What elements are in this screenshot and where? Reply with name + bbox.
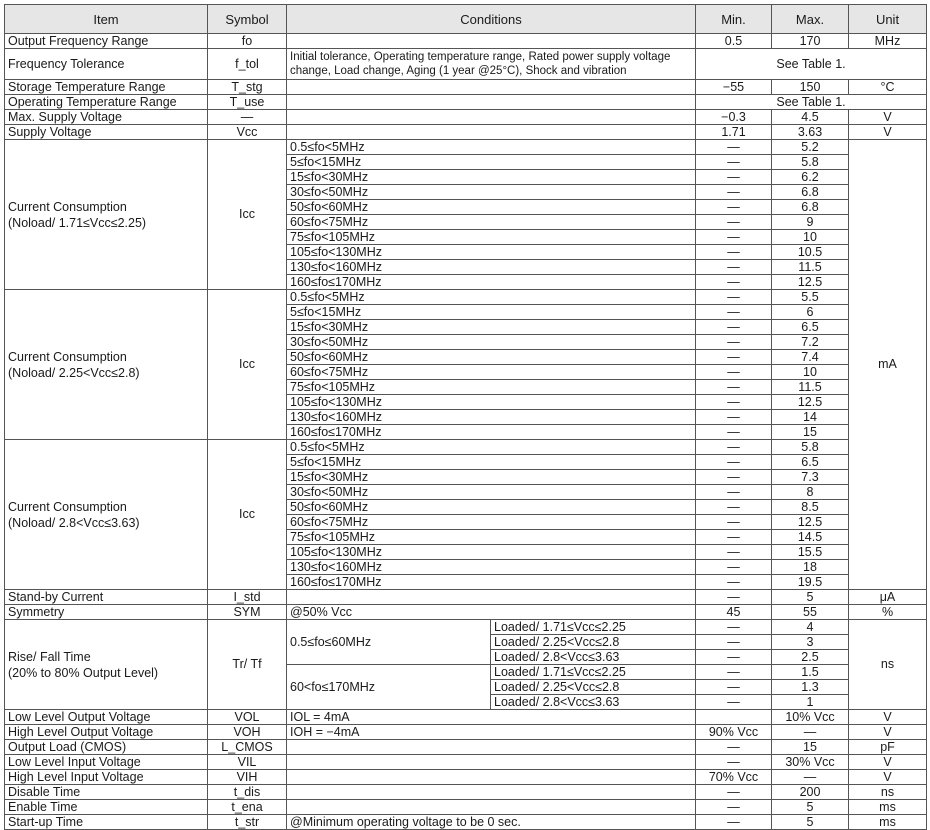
unit-cell: ms [849, 800, 927, 815]
symbol-cell: Icc [208, 290, 287, 440]
conditions-cell [287, 740, 696, 755]
max-cell: 5 [772, 800, 849, 815]
symbol-cell: Icc [208, 440, 287, 590]
item-cell: Low Level Output Voltage [5, 710, 208, 725]
max-cell: 6.8 [772, 200, 849, 215]
table-row [5, 49, 927, 80]
max-cell: 4 [772, 620, 849, 635]
table-row [5, 770, 927, 785]
symbol-cell: t_str [208, 815, 287, 830]
max-cell: 3.63 [772, 125, 849, 140]
table-row [5, 125, 927, 140]
conditions-cell: 130≤fo<160MHz [287, 260, 696, 275]
item-cell: Supply Voltage [5, 125, 208, 140]
conditions-cell: IOH = −4mA [287, 725, 696, 740]
min-cell: — [696, 560, 772, 575]
conditions-cell: 50≤fo<60MHz [287, 350, 696, 365]
min-cell: — [696, 320, 772, 335]
conditions-cell [287, 95, 696, 110]
header-unit: Unit [849, 5, 927, 34]
min-cell: — [696, 245, 772, 260]
table-row [5, 620, 927, 635]
conditions-cell [287, 755, 696, 770]
min-cell: — [696, 650, 772, 665]
conditions-cell: 0.5≤fo<5MHz [287, 290, 696, 305]
table-row [5, 34, 927, 49]
max-cell: 6.5 [772, 320, 849, 335]
conditions-cell: IOL = 4mA [287, 710, 696, 725]
max-cell: — [772, 725, 849, 740]
load-condition-cell: Loaded/ 1.71≤Vcc≤2.25 [491, 620, 696, 635]
conditions-cell: Initial tolerance, Operating temperature range, Rated power supply voltage change, Load change, Aging (1 year @25°C), Shock and vibration [287, 49, 696, 80]
frequency-range-cell: 0.5≤fo≤60MHz [287, 620, 491, 665]
frequency-range-cell: 60<fo≤170MHz [287, 665, 491, 710]
unit-cell: V [849, 725, 927, 740]
conditions-cell: 30≤fo<50MHz [287, 185, 696, 200]
min-cell: — [696, 755, 772, 770]
item-line: (20% to 80% Output Level) [8, 665, 159, 680]
table-row [5, 440, 927, 455]
min-cell: — [696, 740, 772, 755]
max-cell: 170 [772, 34, 849, 49]
min-cell: — [696, 695, 772, 710]
see-table-cell: See Table 1. [696, 95, 927, 110]
symbol-cell: f_tol [208, 49, 287, 80]
max-cell: 18 [772, 560, 849, 575]
conditions-cell: 75≤fo<105MHz [287, 380, 696, 395]
table-row [5, 80, 927, 95]
max-cell: 11.5 [772, 260, 849, 275]
conditions-cell: 130≤fo<160MHz [287, 410, 696, 425]
min-cell: — [696, 590, 772, 605]
max-cell: 1 [772, 695, 849, 710]
min-cell: — [696, 200, 772, 215]
unit-cell: V [849, 710, 927, 725]
conditions-cell [287, 80, 696, 95]
max-cell: 15.5 [772, 545, 849, 560]
unit-cell: MHz [849, 34, 927, 49]
item-cell: Enable Time [5, 800, 208, 815]
max-cell: 14 [772, 410, 849, 425]
item-cell: Frequency Tolerance [5, 49, 208, 80]
max-cell: 5 [772, 590, 849, 605]
max-cell: 5.2 [772, 140, 849, 155]
min-cell: — [696, 395, 772, 410]
table-row [5, 590, 927, 605]
table-row [5, 605, 927, 620]
max-cell: 12.5 [772, 515, 849, 530]
min-cell: — [696, 785, 772, 800]
max-cell: 14.5 [772, 530, 849, 545]
item-cell: Output Frequency Range [5, 34, 208, 49]
min-cell: — [696, 530, 772, 545]
load-condition-cell: Loaded/ 2.8<Vcc≤3.63 [491, 695, 696, 710]
symbol-cell: — [208, 110, 287, 125]
symbol-cell: VIL [208, 755, 287, 770]
max-cell: 10.5 [772, 245, 849, 260]
min-cell: — [696, 815, 772, 830]
item-cell: Max. Supply Voltage [5, 110, 208, 125]
min-cell: — [696, 170, 772, 185]
max-cell: 8.5 [772, 500, 849, 515]
max-cell: 6.5 [772, 455, 849, 470]
item-line: Rise/ Fall Time [8, 649, 91, 664]
conditions-cell: 15≤fo<30MHz [287, 320, 696, 335]
max-cell: 6.8 [772, 185, 849, 200]
symbol-cell: T_use [208, 95, 287, 110]
min-cell: — [696, 290, 772, 305]
min-cell: — [696, 425, 772, 440]
max-cell: 5.8 [772, 440, 849, 455]
header-item: Item [5, 5, 208, 34]
table-row [5, 95, 927, 110]
table-row [5, 140, 927, 155]
conditions-cell: 105≤fo<130MHz [287, 545, 696, 560]
max-cell: 30% Vcc [772, 755, 849, 770]
conditions-cell [287, 785, 696, 800]
min-cell: −55 [696, 80, 772, 95]
conditions-cell [287, 125, 696, 140]
max-cell: 1.3 [772, 680, 849, 695]
current-consumption-item [5, 290, 208, 440]
symbol-cell: VIH [208, 770, 287, 785]
table-row [5, 710, 927, 725]
min-cell: 0.5 [696, 34, 772, 49]
min-cell: — [696, 635, 772, 650]
load-condition-cell: Loaded/ 2.8<Vcc≤3.63 [491, 650, 696, 665]
min-cell: — [696, 455, 772, 470]
min-cell: — [696, 410, 772, 425]
min-cell: — [696, 575, 772, 590]
unit-cell: μA [849, 590, 927, 605]
table-row [5, 800, 927, 815]
conditions-cell: @50% Vcc [287, 605, 696, 620]
item-cell: Disable Time [5, 785, 208, 800]
conditions-cell: 160≤fo≤170MHz [287, 425, 696, 440]
conditions-cell: 5≤fo<15MHz [287, 155, 696, 170]
min-cell: — [696, 140, 772, 155]
item-line: (Noload/ 1.71≤Vcc≤2.25) [8, 215, 147, 230]
max-cell: 2.5 [772, 650, 849, 665]
min-cell: — [696, 260, 772, 275]
max-cell: 5.5 [772, 290, 849, 305]
unit-cell: V [849, 125, 927, 140]
max-cell: 15 [772, 740, 849, 755]
conditions-cell: 5≤fo<15MHz [287, 455, 696, 470]
min-cell: — [696, 470, 772, 485]
conditions-cell: 30≤fo<50MHz [287, 335, 696, 350]
max-cell: 10 [772, 365, 849, 380]
conditions-cell: @Minimum operating voltage to be 0 sec. [287, 815, 696, 830]
item-line: (Noload/ 2.8<Vcc≤3.63) [8, 515, 140, 530]
min-cell: −0.3 [696, 110, 772, 125]
max-cell: 10% Vcc [772, 710, 849, 725]
symbol-cell: SYM [208, 605, 287, 620]
conditions-cell: 5≤fo<15MHz [287, 305, 696, 320]
conditions-cell: 60≤fo<75MHz [287, 215, 696, 230]
item-cell: Storage Temperature Range [5, 80, 208, 95]
max-cell: 6.2 [772, 170, 849, 185]
table-row [5, 725, 927, 740]
header-row [5, 5, 927, 34]
current-consumption-item [5, 440, 208, 590]
min-cell: — [696, 365, 772, 380]
unit-cell: V [849, 770, 927, 785]
conditions-cell: 160≤fo≤170MHz [287, 575, 696, 590]
item-cell: Stand-by Current [5, 590, 208, 605]
header-symbol: Symbol [208, 5, 287, 34]
max-cell: 200 [772, 785, 849, 800]
min-cell: — [696, 800, 772, 815]
symbol-cell: VOL [208, 710, 287, 725]
conditions-cell [287, 800, 696, 815]
conditions-cell: 50≤fo<60MHz [287, 500, 696, 515]
min-cell: — [696, 380, 772, 395]
table-row [5, 815, 927, 830]
item-cell: Low Level Input Voltage [5, 755, 208, 770]
header-conditions: Conditions [287, 5, 696, 34]
item-line: (Noload/ 2.25<Vcc≤2.8) [8, 365, 140, 380]
symbol-cell: Tr/ Tf [208, 620, 287, 710]
min-cell: — [696, 230, 772, 245]
max-cell: 150 [772, 80, 849, 95]
conditions-cell: 30≤fo<50MHz [287, 485, 696, 500]
conditions-cell: 60≤fo<75MHz [287, 515, 696, 530]
conditions-cell: 50≤fo<60MHz [287, 200, 696, 215]
symbol-cell: fo [208, 34, 287, 49]
rise-fall-item [5, 620, 208, 710]
symbol-cell: L_CMOS [208, 740, 287, 755]
max-cell: 19.5 [772, 575, 849, 590]
max-cell: 8 [772, 485, 849, 500]
item-cell: High Level Input Voltage [5, 770, 208, 785]
table-row [5, 755, 927, 770]
unit-cell: pF [849, 740, 927, 755]
conditions-cell: 160≤fo≤170MHz [287, 275, 696, 290]
max-cell: 10 [772, 230, 849, 245]
conditions-cell [287, 770, 696, 785]
unit-cell: % [849, 605, 927, 620]
table-row [5, 290, 927, 305]
load-condition-cell: Loaded/ 2.25<Vcc≤2.8 [491, 680, 696, 695]
min-cell: — [696, 665, 772, 680]
max-cell: 7.3 [772, 470, 849, 485]
item-line: Current Consumption [8, 199, 127, 214]
conditions-cell [287, 34, 696, 49]
conditions-cell: 75≤fo<105MHz [287, 530, 696, 545]
table-row [5, 110, 927, 125]
conditions-cell: 15≤fo<30MHz [287, 170, 696, 185]
min-cell: — [696, 155, 772, 170]
max-cell: 7.2 [772, 335, 849, 350]
item-line: Current Consumption [8, 349, 127, 364]
min-cell: 45 [696, 605, 772, 620]
min-cell: — [696, 335, 772, 350]
min-cell [696, 710, 772, 725]
unit-cell: ns [849, 785, 927, 800]
conditions-cell [287, 590, 696, 605]
conditions-cell: 0.5≤fo<5MHz [287, 140, 696, 155]
max-cell: 3 [772, 635, 849, 650]
max-cell: — [772, 770, 849, 785]
conditions-cell: 15≤fo<30MHz [287, 470, 696, 485]
max-cell: 12.5 [772, 395, 849, 410]
item-cell: Output Load (CMOS) [5, 740, 208, 755]
item-cell: Symmetry [5, 605, 208, 620]
min-cell: — [696, 515, 772, 530]
max-cell: 12.5 [772, 275, 849, 290]
conditions-cell: 130≤fo<160MHz [287, 560, 696, 575]
unit-cell: ms [849, 815, 927, 830]
min-cell: — [696, 185, 772, 200]
min-cell: — [696, 680, 772, 695]
load-condition-cell: Loaded/ 1.71≤Vcc≤2.25 [491, 665, 696, 680]
max-cell: 4.5 [772, 110, 849, 125]
unit-cell: V [849, 755, 927, 770]
current-consumption-item [5, 140, 208, 290]
min-cell: — [696, 350, 772, 365]
max-cell: 6 [772, 305, 849, 320]
symbol-cell: VOH [208, 725, 287, 740]
unit-cell: ns [849, 620, 927, 710]
spec-table [4, 4, 927, 830]
max-cell: 15 [772, 425, 849, 440]
spec-table-body [5, 34, 927, 830]
max-cell: 5.8 [772, 155, 849, 170]
item-cell: High Level Output Voltage [5, 725, 208, 740]
item-cell: Operating Temperature Range [5, 95, 208, 110]
symbol-cell: Icc [208, 140, 287, 290]
conditions-cell: 105≤fo<130MHz [287, 245, 696, 260]
conditions-cell: 105≤fo<130MHz [287, 395, 696, 410]
conditions-cell [287, 110, 696, 125]
min-cell: — [696, 485, 772, 500]
unit-cell: mA [849, 140, 927, 590]
table-row [5, 785, 927, 800]
symbol-cell: I_std [208, 590, 287, 605]
max-cell: 7.4 [772, 350, 849, 365]
symbol-cell: t_ena [208, 800, 287, 815]
min-cell: 90% Vcc [696, 725, 772, 740]
max-cell: 9 [772, 215, 849, 230]
symbol-cell: Vcc [208, 125, 287, 140]
conditions-cell: 0.5≤fo<5MHz [287, 440, 696, 455]
min-cell: — [696, 275, 772, 290]
min-cell: 70% Vcc [696, 770, 772, 785]
min-cell: — [696, 500, 772, 515]
min-cell: — [696, 305, 772, 320]
see-table-cell: See Table 1. [696, 49, 927, 80]
header-min: Min. [696, 5, 772, 34]
unit-cell: °C [849, 80, 927, 95]
conditions-cell: 60≤fo<75MHz [287, 365, 696, 380]
max-cell: 5 [772, 815, 849, 830]
min-cell: — [696, 620, 772, 635]
min-cell: — [696, 545, 772, 560]
load-condition-cell: Loaded/ 2.25<Vcc≤2.8 [491, 635, 696, 650]
unit-cell: V [849, 110, 927, 125]
min-cell: 1.71 [696, 125, 772, 140]
max-cell: 11.5 [772, 380, 849, 395]
conditions-cell: 75≤fo<105MHz [287, 230, 696, 245]
max-cell: 55 [772, 605, 849, 620]
item-cell: Start-up Time [5, 815, 208, 830]
max-cell: 1.5 [772, 665, 849, 680]
table-row [5, 740, 927, 755]
item-line: Current Consumption [8, 499, 127, 514]
min-cell: — [696, 215, 772, 230]
symbol-cell: T_stg [208, 80, 287, 95]
symbol-cell: t_dis [208, 785, 287, 800]
min-cell: — [696, 440, 772, 455]
header-max: Max. [772, 5, 849, 34]
